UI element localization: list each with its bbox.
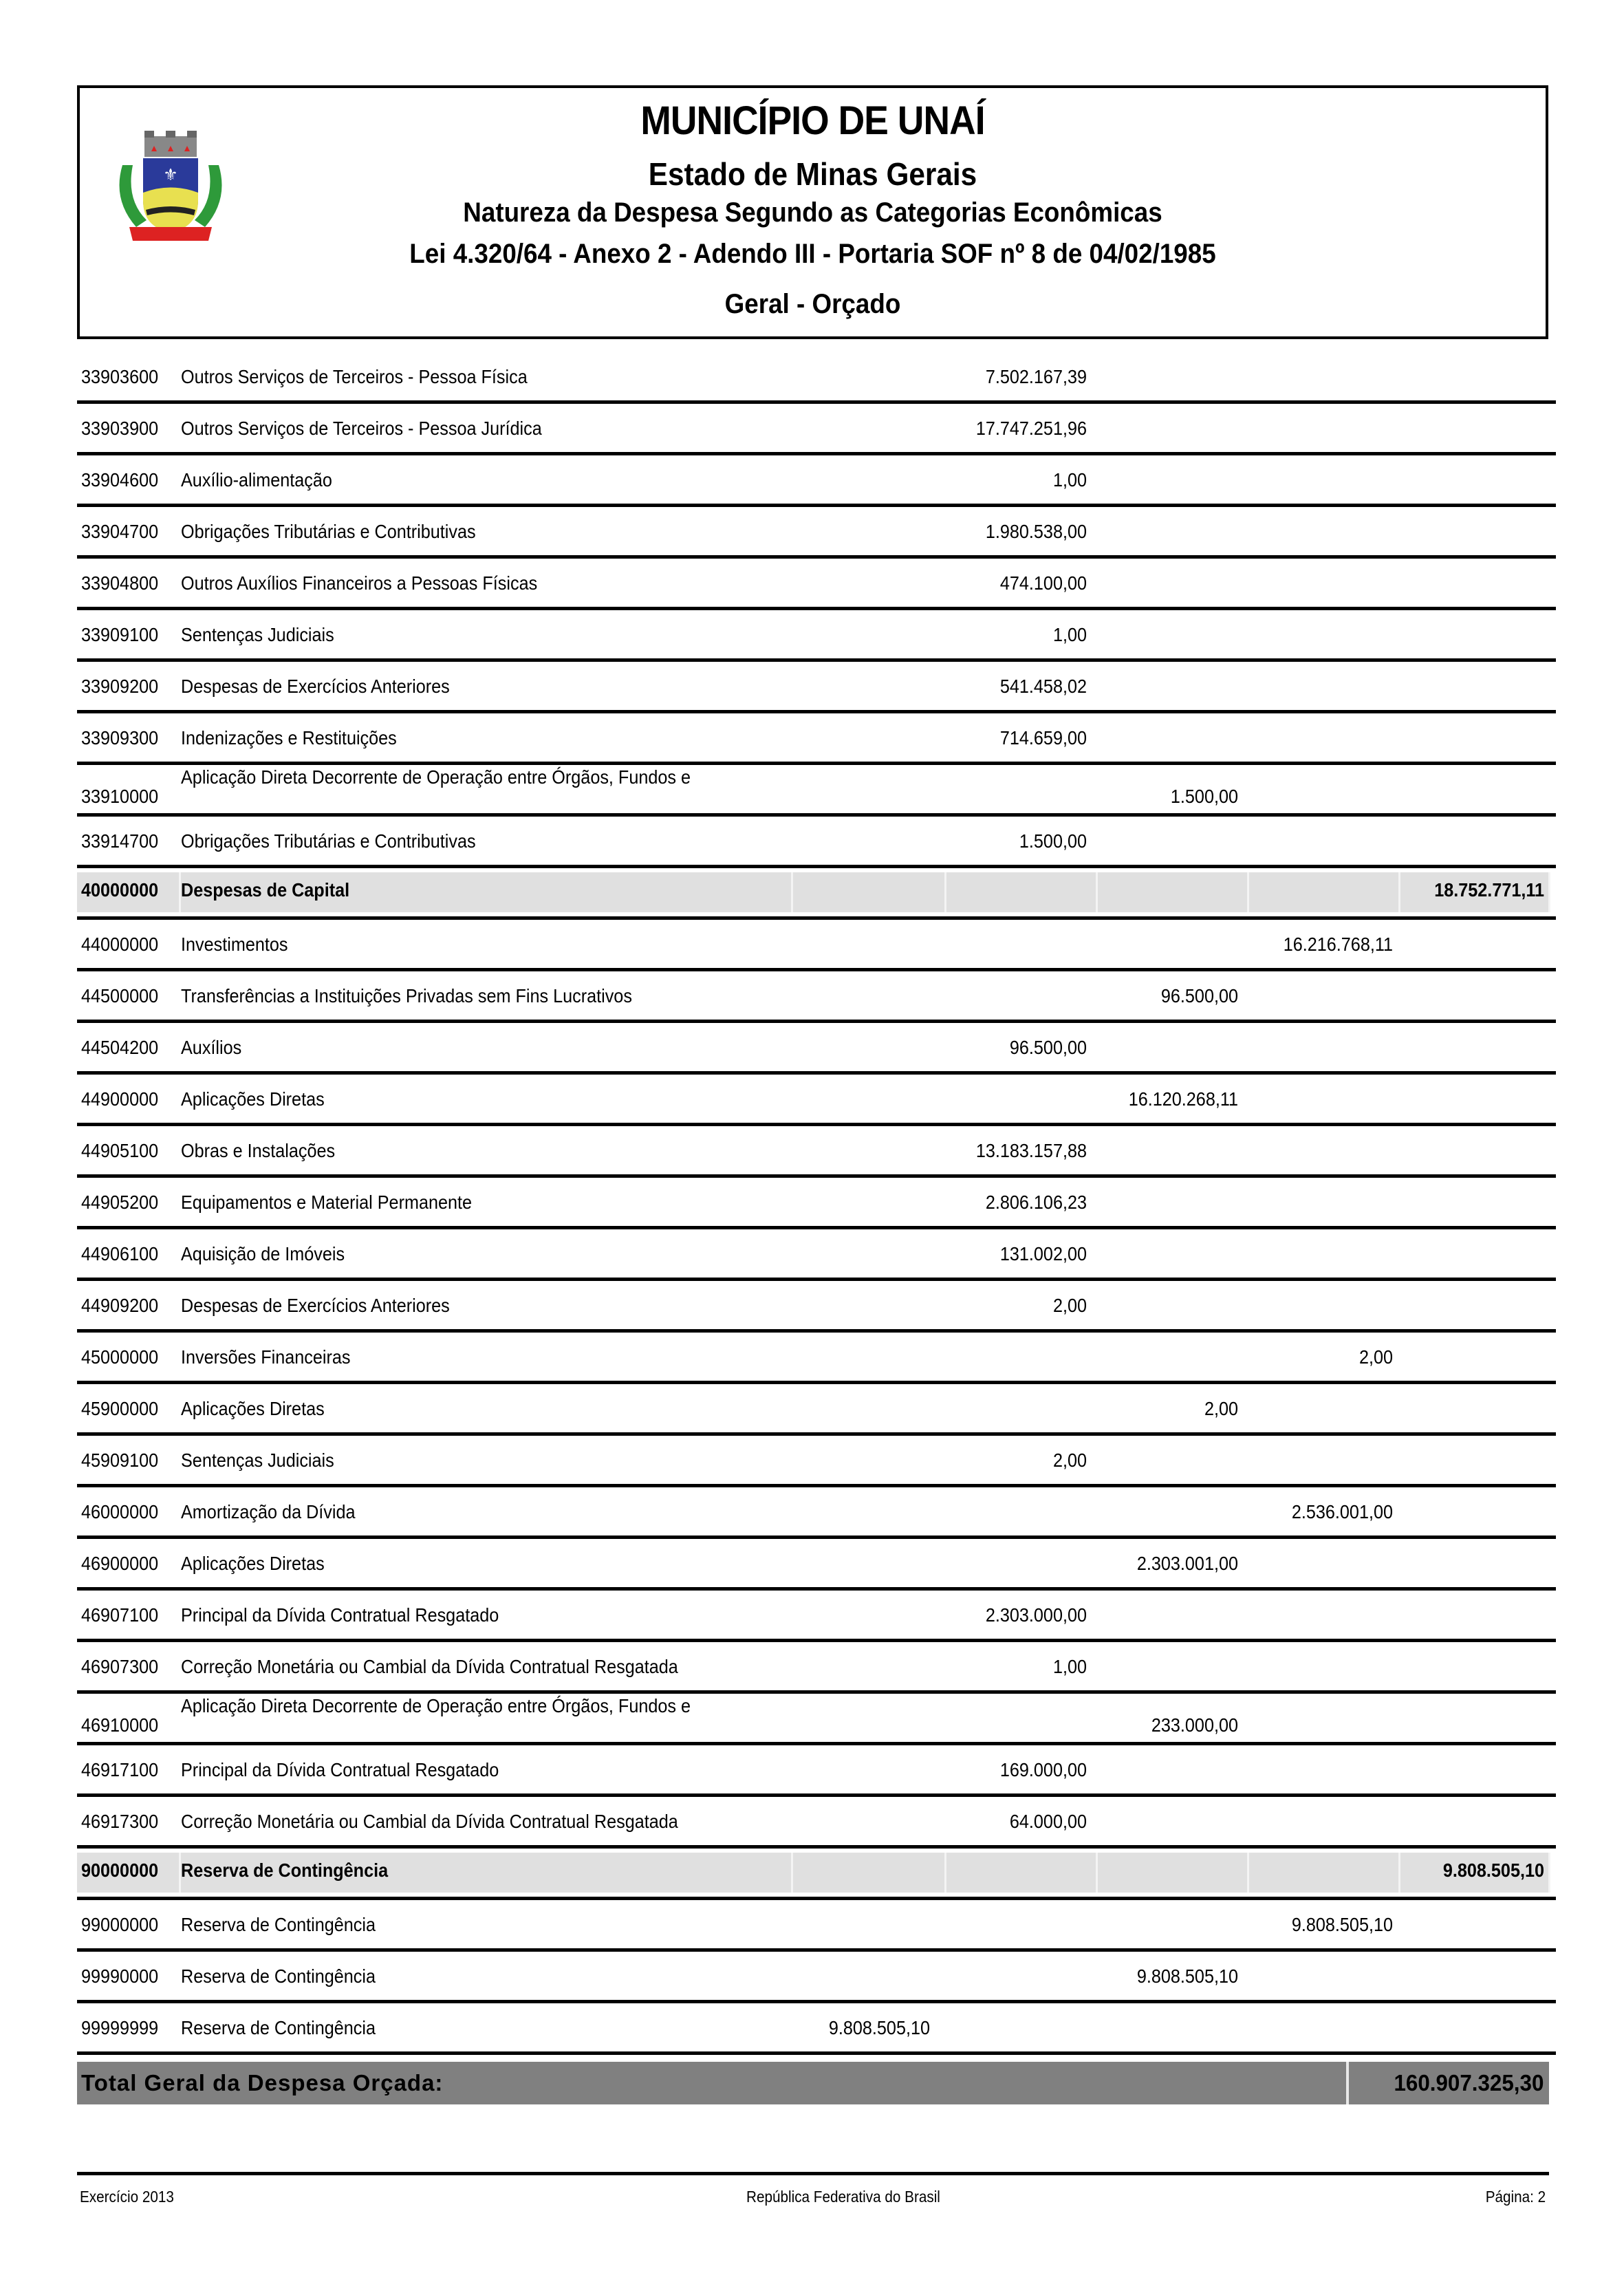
table-row <box>77 1952 1556 2003</box>
footer-fiscal-year: Exercício 2013 <box>80 2188 174 2206</box>
row-description: Equipamentos e Material Permanente <box>181 1192 473 1213</box>
row-value: 2,00 <box>1358 1346 1393 1368</box>
row-description: Aplicações Diretas <box>181 1088 325 1110</box>
table-row <box>77 2003 1556 2055</box>
category-cell-shade <box>946 872 1098 912</box>
table-row <box>77 352 1556 404</box>
row-code: 44909200 <box>81 1295 159 1316</box>
row-value: 9.808.505,10 <box>1291 1914 1393 1935</box>
row-description: Outros Serviços de Terceiros - Pessoa Física <box>181 366 528 387</box>
row-code: 44905200 <box>81 1192 159 1213</box>
row-value: 2,00 <box>1052 1295 1087 1316</box>
category-cell-shade <box>793 1853 946 1893</box>
row-description: Reserva de Contingência <box>181 2017 376 2038</box>
row-description: Despesas de Capital <box>181 879 350 901</box>
grand-total-value: 160.907.325,30 <box>1394 2070 1544 2095</box>
row-description: Auxílios <box>181 1037 242 1058</box>
svg-text:⚜: ⚜ <box>163 166 178 184</box>
table-row <box>77 1126 1556 1178</box>
row-description: Despesas de Exercícios Anteriores <box>181 1295 450 1316</box>
row-value: 1.980.538,00 <box>985 521 1087 542</box>
municipality-title: MUNICÍPIO DE UNAÍ <box>640 98 985 143</box>
row-code: 40000000 <box>81 879 159 901</box>
row-value: 2,00 <box>1052 1450 1087 1471</box>
row-description: Indenizações e Restituições <box>181 727 397 748</box>
row-code: 45000000 <box>81 1346 159 1368</box>
row-code: 33904600 <box>81 469 159 491</box>
row-code: 44905100 <box>81 1140 159 1161</box>
table-row <box>77 1900 1556 1952</box>
row-value: 169.000,00 <box>999 1759 1087 1780</box>
row-value: 131.002,00 <box>999 1243 1087 1264</box>
row-code: 46910000 <box>81 1714 159 1736</box>
table-row <box>77 1642 1556 1694</box>
row-code: 33914700 <box>81 830 159 852</box>
row-description: Aplicações Diretas <box>181 1398 325 1419</box>
row-value: 16.120.268,11 <box>1128 1088 1238 1110</box>
row-value: 233.000,00 <box>1151 1714 1238 1736</box>
row-value: 2.806.106,23 <box>985 1192 1087 1213</box>
row-code: 45909100 <box>81 1450 159 1471</box>
row-value: 2,00 <box>1204 1398 1238 1419</box>
row-value: 17.747.251,96 <box>975 418 1087 439</box>
row-code: 99000000 <box>81 1914 159 1935</box>
row-code: 45900000 <box>81 1398 159 1419</box>
row-value: 13.183.157,88 <box>975 1140 1087 1161</box>
table-row <box>77 971 1556 1023</box>
row-value: 1,00 <box>1052 624 1087 645</box>
report-scope: Geral - Orçado <box>724 289 901 319</box>
row-code: 33904700 <box>81 521 159 542</box>
row-value: 541.458,02 <box>999 676 1087 697</box>
row-code: 46917100 <box>81 1759 159 1780</box>
row-value: 7.502.167,39 <box>985 366 1087 387</box>
row-value: 1.500,00 <box>1019 830 1087 852</box>
state-subtitle: Estado de Minas Gerais <box>648 156 977 192</box>
row-description: Auxílio-alimentação <box>181 469 332 491</box>
category-cell-shade <box>1098 872 1249 912</box>
table-row <box>77 404 1556 455</box>
table-row <box>77 1281 1556 1333</box>
row-description: Reserva de Contingência <box>181 1965 376 1987</box>
row-description: Reserva de Contingência <box>181 1914 376 1935</box>
row-code: 46900000 <box>81 1553 159 1574</box>
row-code: 44000000 <box>81 934 159 955</box>
row-code: 33909100 <box>81 624 159 645</box>
table-row <box>77 713 1556 765</box>
grand-total-label: Total Geral da Despesa Orçada: <box>81 2070 444 2095</box>
table-row <box>77 1333 1556 1384</box>
table-row <box>77 1384 1556 1436</box>
row-description: Inversões Financeiras <box>181 1346 351 1368</box>
table-row <box>77 817 1556 868</box>
row-code: 44900000 <box>81 1088 159 1110</box>
row-value: 1,00 <box>1052 1656 1087 1677</box>
row-value: 9.808.505,10 <box>1442 1860 1544 1881</box>
row-code: 33903900 <box>81 418 159 439</box>
table-row <box>77 1797 1556 1849</box>
row-value: 714.659,00 <box>999 727 1087 748</box>
row-code: 46907300 <box>81 1656 159 1677</box>
table-row <box>77 1591 1556 1642</box>
row-value: 9.808.505,10 <box>828 2017 930 2038</box>
table-row <box>77 1075 1556 1126</box>
row-description: Investimentos <box>181 934 288 955</box>
row-code: 33909300 <box>81 727 159 748</box>
row-code: 33903600 <box>81 366 159 387</box>
legal-reference: Lei 4.320/64 - Anexo 2 - Adendo III - Portaria SOF nº 8 de 04/02/1985 <box>409 239 1216 269</box>
row-description: Principal da Dívida Contratual Resgatado <box>181 1604 499 1626</box>
category-row <box>77 1849 1556 1900</box>
row-description: Correção Monetária ou Cambial da Dívida Contratual Resgatada <box>181 1811 678 1832</box>
table-row <box>77 559 1556 610</box>
row-description: Obrigações Tributárias e Contributivas <box>181 830 476 852</box>
table-row <box>77 455 1556 507</box>
row-code: 44504200 <box>81 1037 159 1058</box>
grand-total-divider <box>1346 2062 1349 2104</box>
row-value: 64.000,00 <box>1009 1811 1087 1832</box>
row-code: 99999999 <box>81 2017 159 2038</box>
row-code: 46000000 <box>81 1501 159 1522</box>
row-description: Aplicação Direta Decorrente de Operação entre Órgãos, Fundos e <box>181 766 691 788</box>
table-row <box>77 1229 1556 1281</box>
row-code: 99990000 <box>81 1965 159 1987</box>
row-value: 2.303.000,00 <box>985 1604 1087 1626</box>
row-code: 44500000 <box>81 985 159 1006</box>
row-code: 46907100 <box>81 1604 159 1626</box>
category-cell-shade <box>793 872 946 912</box>
category-cell-shade <box>946 1853 1098 1893</box>
table-row <box>77 662 1556 713</box>
table-row <box>77 1745 1556 1797</box>
category-row <box>77 868 1556 920</box>
row-description: Sentenças Judiciais <box>181 1450 334 1471</box>
row-description: Despesas de Exercícios Anteriores <box>181 676 450 697</box>
row-value: 1.500,00 <box>1170 786 1238 807</box>
row-description: Aquisição de Imóveis <box>181 1243 345 1264</box>
table-row <box>77 1436 1556 1487</box>
row-description: Sentenças Judiciais <box>181 624 334 645</box>
table-row <box>77 1178 1556 1229</box>
row-description: Transferências a Instituições Privadas sem Fins Lucrativos <box>181 985 632 1006</box>
row-description: Principal da Dívida Contratual Resgatado <box>181 1759 499 1780</box>
row-value: 1,00 <box>1052 469 1087 491</box>
table-row <box>77 610 1556 662</box>
row-code: 33909200 <box>81 676 159 697</box>
grand-total-bar <box>77 2062 1549 2104</box>
table-row <box>77 1487 1556 1539</box>
row-code: 33904800 <box>81 572 159 594</box>
report-title: Natureza da Despesa Segundo as Categorias Econômicas <box>463 197 1162 228</box>
row-description: Aplicações Diretas <box>181 1553 325 1574</box>
row-description: Reserva de Contingência <box>181 1860 389 1881</box>
row-value: 2.303.001,00 <box>1136 1553 1238 1574</box>
table-row <box>77 1694 1556 1745</box>
table-row <box>77 507 1556 559</box>
footer-page-number: Página: 2 <box>1485 2188 1546 2206</box>
footer-divider <box>77 2172 1549 2175</box>
table-row <box>77 1023 1556 1075</box>
row-value: 474.100,00 <box>999 572 1087 594</box>
row-description: Outros Serviços de Terceiros - Pessoa Jurídica <box>181 418 542 439</box>
table-row <box>77 1539 1556 1591</box>
row-code: 44906100 <box>81 1243 159 1264</box>
row-code: 90000000 <box>81 1860 159 1881</box>
row-description: Outros Auxílios Financeiros a Pessoas Físicas <box>181 572 538 594</box>
row-description: Obrigações Tributárias e Contributivas <box>181 521 476 542</box>
table-row <box>77 920 1556 971</box>
expense-table <box>77 352 1556 2055</box>
row-description: Aplicação Direta Decorrente de Operação entre Órgãos, Fundos e <box>181 1695 691 1716</box>
row-code: 33910000 <box>81 786 159 807</box>
row-description: Correção Monetária ou Cambial da Dívida Contratual Resgatada <box>181 1656 678 1677</box>
row-description: Obras e Instalações <box>181 1140 336 1161</box>
row-value: 9.808.505,10 <box>1136 1965 1238 1987</box>
row-value: 96.500,00 <box>1009 1037 1087 1058</box>
row-value: 96.500,00 <box>1160 985 1238 1006</box>
category-cell-shade <box>1098 1853 1249 1893</box>
row-value: 2.536.001,00 <box>1291 1501 1393 1522</box>
footer-country: República Federativa do Brasil <box>746 2188 940 2206</box>
row-description: Amortização da Dívida <box>181 1501 356 1522</box>
row-value: 16.216.768,11 <box>1283 934 1393 955</box>
table-row <box>77 765 1556 817</box>
row-code: 46917300 <box>81 1811 159 1832</box>
row-value: 18.752.771,11 <box>1434 879 1544 901</box>
